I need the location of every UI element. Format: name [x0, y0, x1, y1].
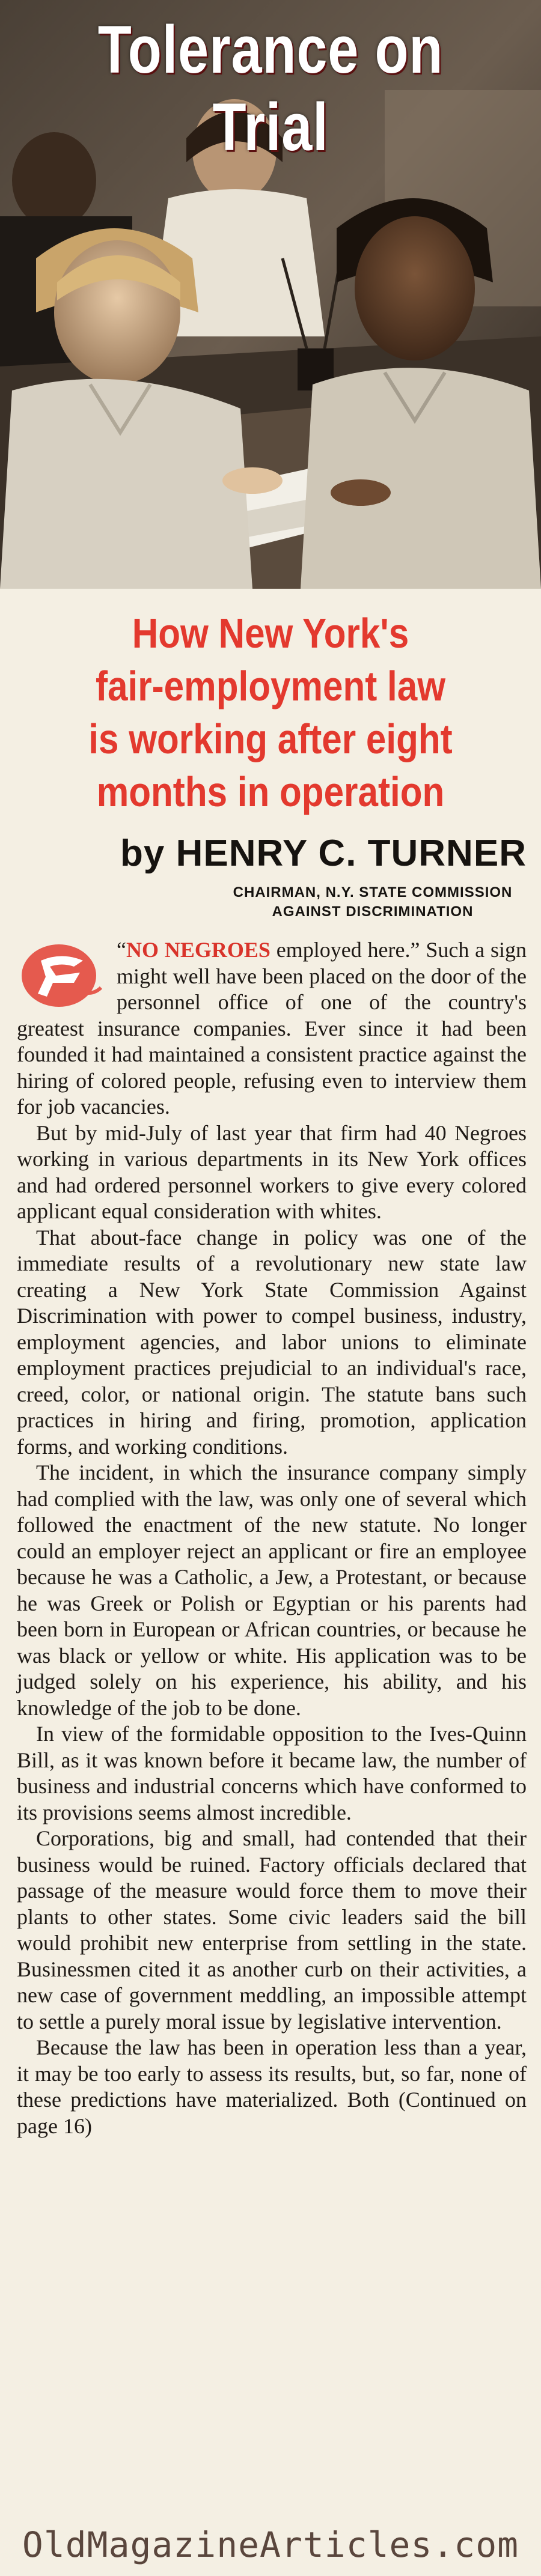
headline: Tolerance on Trial: [97, 12, 444, 165]
subhead-line: fair-employment law: [95, 663, 446, 709]
subhead: [12, 607, 529, 818]
author-credit: [228, 883, 517, 922]
subhead-line: months in operation: [96, 768, 445, 815]
article-body: [17, 937, 527, 2139]
body-paragraph: In view of the formidable opposition to the Ives-Quinn Bill, as it was known before it became law, the number of business and industrial concerns which have conformed to its provisions seems almost incredible.: [17, 1722, 527, 1824]
subhead-line: is working after eight: [88, 715, 453, 762]
continued-link[interactable]: (Continued on page 16): [17, 2088, 527, 2138]
lead-paragraph: [17, 937, 527, 1120]
lead-emphasis: NO NEGROES: [126, 938, 270, 962]
article-photo: [0, 0, 541, 589]
body-paragraph: The incident, in which the insurance company simply had complied with the law, was only one of several which followed the enactment of the new statute. No longer could an employer reject an applicant or fire an employee because he was a Catholic, a Jew, a Protestant, or because he was Greek or Polish or Egyptian or his parents had been born in European or African countries, or because he was black or yellow or white. His application was to be judged solely on his experience, his ability, and his knowledge of the job to be done.: [17, 1460, 527, 1720]
site-footer: OldMagazineArticles.com: [22, 2524, 519, 2565]
byline: by HENRY C. TURNER: [120, 833, 527, 874]
subhead-line: How New York's: [132, 610, 409, 657]
last-paragraph-text: Because the law has been in operation less than a year, it may be too early to assess its results, but, so far, none of these predictions have materialized. Both: [17, 2035, 527, 2112]
decorative-initial-icon: [17, 940, 107, 1010]
body-paragraph: Corporations, big and small, had contended that their business would be ruined. Factory officials declared that passage of the measure would force them to move their plants to other states. Some civic leaders said the bill would prohibit new enterprise from settling in the state. Businessmen cited it as another curb on their activities, a new case of government meddling, an impossible attempt to settle a purely moral issue by legislative intervention.: [17, 1826, 527, 2034]
body-paragraph-last: [17, 2035, 527, 2139]
credit-line: CHAIRMAN, N.Y. STATE COMMISSION: [233, 884, 513, 901]
body-paragraph: But by mid-July of last year that firm had 40 Negroes working in various departments in its New York offices and had ordered personnel workers to give every colored applicant equal consideration with whites.: [17, 1120, 527, 1223]
body-paragraph: That about-face change in policy was one of the immediate results of a revolutionary new state law creating a New York State Commission Against Discrimination with power to compel business, industry, employment agencies, and labor unions to eliminate employment practices prejudicial to an individual's race, creed, color, or national origin. The statute bans such practices in hiring and firing, promotion, application forms, and working conditions.: [17, 1225, 527, 1459]
credit-line: AGAINST DISCRIMINATION: [272, 904, 474, 920]
lead-text: employed here.” Such a sign might well have been placed on the door of the personnel office of one of the country's greatest insurance companies. Ever since it had been founded it had maintained a consistent practice against the hiring of colored people, refusing even to interview them for job vacancies.: [17, 938, 527, 1119]
lead-quote-open: “: [117, 938, 126, 962]
